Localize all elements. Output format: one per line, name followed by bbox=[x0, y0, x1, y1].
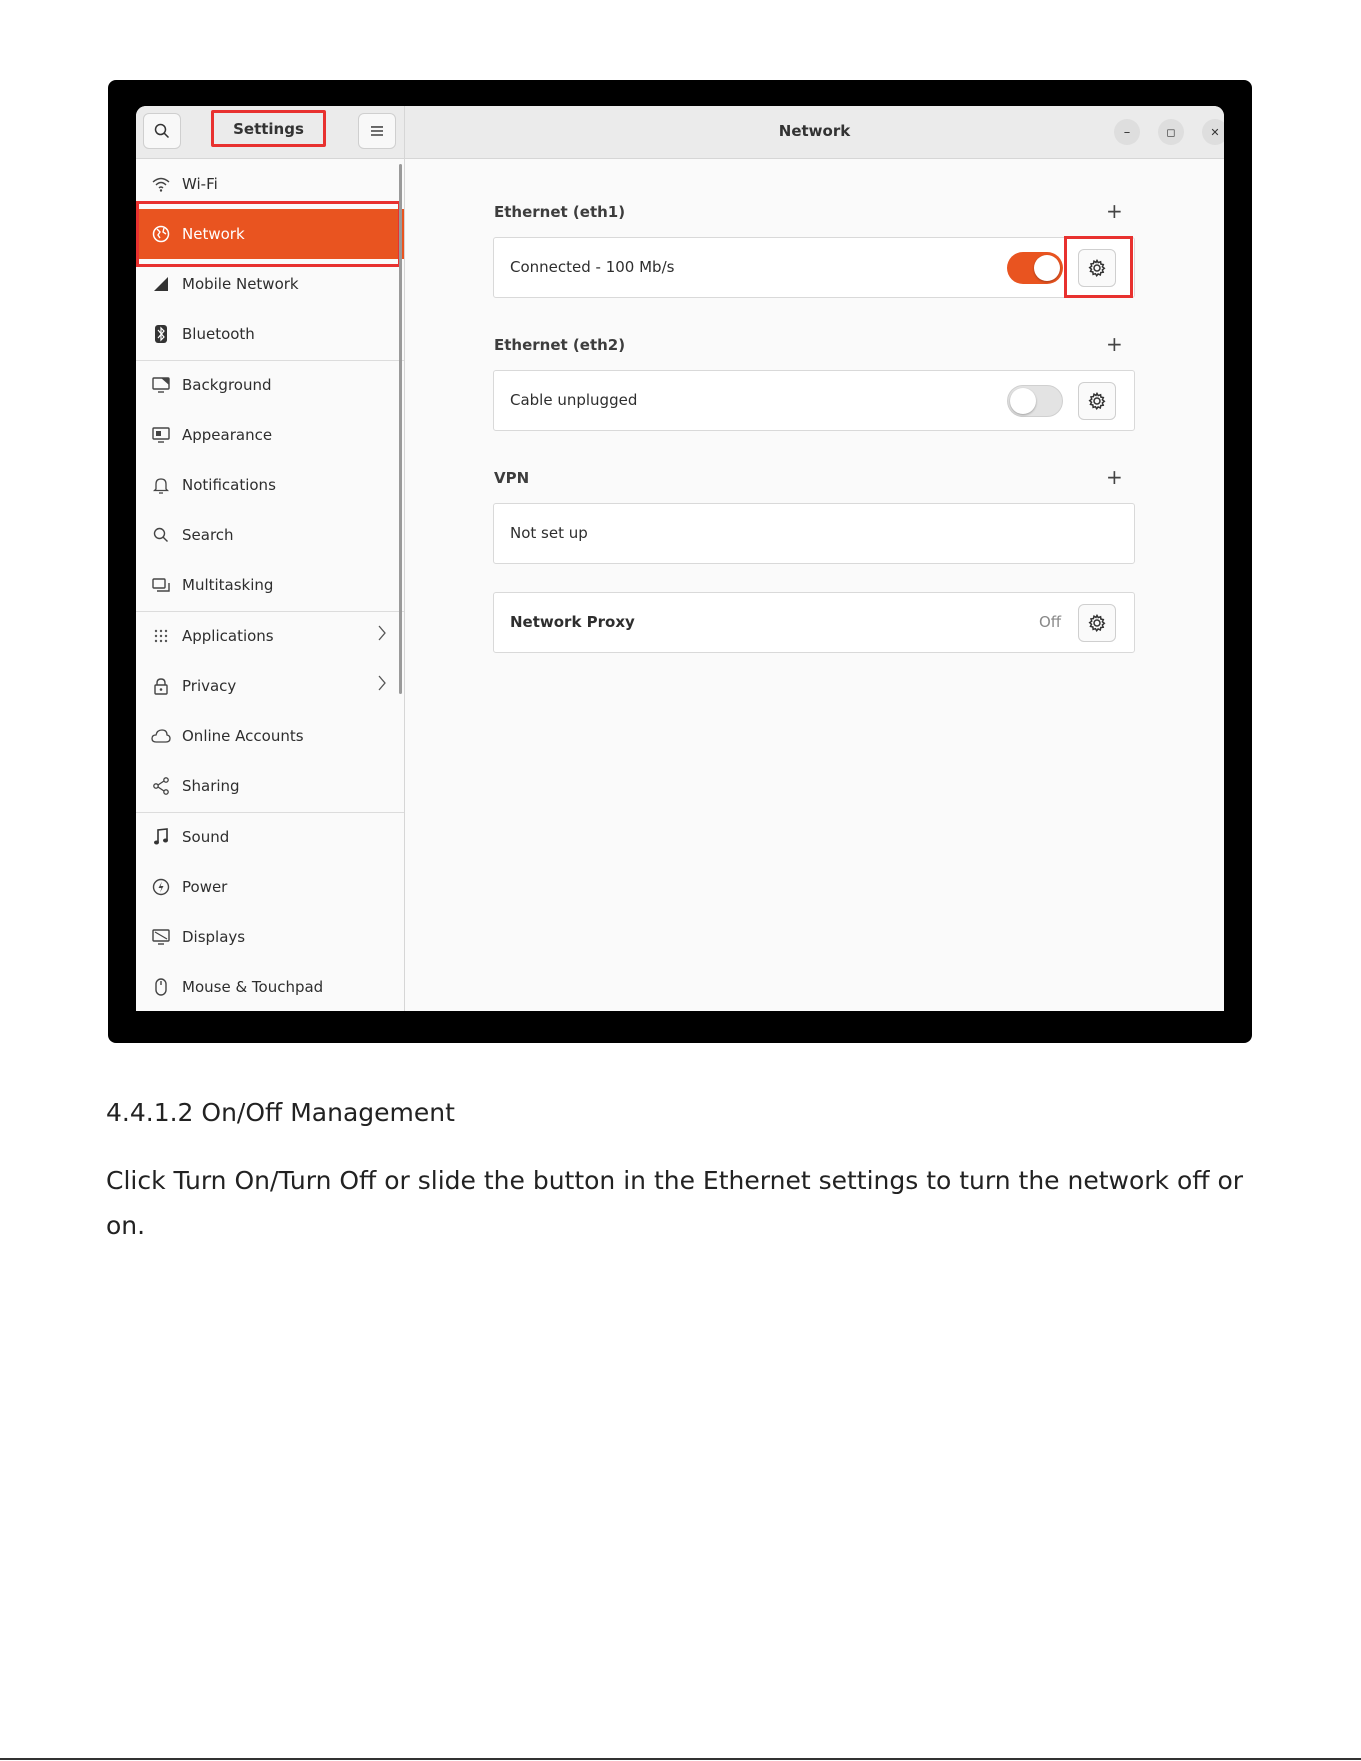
eth1-section-title: Ethernet (eth1) bbox=[494, 203, 626, 221]
search-icon bbox=[150, 524, 172, 546]
eth1-settings-button[interactable] bbox=[1078, 249, 1116, 287]
settings-window bbox=[136, 106, 1224, 1011]
sidebar-item-wifi[interactable] bbox=[136, 159, 404, 209]
sidebar-header bbox=[136, 106, 405, 159]
power-icon bbox=[150, 876, 172, 898]
sidebar-item-label: Wi-Fi bbox=[182, 175, 218, 193]
gear-icon bbox=[1088, 259, 1106, 277]
toggle-knob bbox=[1034, 255, 1060, 281]
menu-button[interactable] bbox=[358, 113, 396, 149]
section-paragraph: Click Turn On/Turn Off or slide the button in the Ethernet settings to turn the network off or on. bbox=[106, 1166, 1244, 1240]
bell-icon bbox=[150, 474, 172, 496]
signal-icon bbox=[150, 273, 172, 295]
globe-icon bbox=[150, 223, 172, 245]
eth2-status: Cable unplugged bbox=[510, 391, 638, 409]
gear-icon bbox=[1088, 392, 1106, 410]
vpn-add-button[interactable]: + bbox=[1106, 465, 1123, 489]
vpn-section-title: VPN bbox=[494, 469, 530, 487]
search-icon bbox=[154, 123, 170, 139]
sidebar-item-label: Network bbox=[182, 225, 245, 243]
bluetooth-icon bbox=[150, 323, 172, 345]
toggle-knob bbox=[1010, 388, 1036, 414]
sidebar-item-label: Online Accounts bbox=[182, 727, 304, 745]
multitasking-icon bbox=[150, 574, 172, 596]
proxy-card[interactable] bbox=[493, 592, 1135, 653]
eth2-settings-button[interactable] bbox=[1078, 382, 1116, 420]
sidebar-item-label: Bluetooth bbox=[182, 325, 255, 343]
sidebar-item-mobile-network[interactable] bbox=[136, 259, 404, 309]
hamburger-icon bbox=[370, 125, 384, 137]
sidebar-item-search[interactable] bbox=[136, 510, 404, 560]
maximize-button[interactable] bbox=[1158, 119, 1184, 145]
appearance-icon bbox=[150, 424, 172, 446]
vpn-status: Not set up bbox=[510, 524, 588, 542]
sidebar-item-label: Mobile Network bbox=[182, 275, 299, 293]
mouse-icon bbox=[150, 976, 172, 998]
eth2-toggle[interactable] bbox=[1007, 385, 1063, 417]
sidebar-item-label: Mouse & Touchpad bbox=[182, 978, 324, 996]
wifi-icon bbox=[150, 173, 172, 195]
chevron-right-icon bbox=[378, 625, 386, 645]
close-icon: ✕ bbox=[1210, 125, 1220, 139]
sidebar-item-multitasking[interactable] bbox=[136, 560, 404, 610]
sidebar-item-label: Background bbox=[182, 376, 272, 394]
minimize-icon: – bbox=[1123, 124, 1131, 140]
sidebar-item-notifications[interactable] bbox=[136, 460, 404, 510]
sidebar-item-applications[interactable] bbox=[136, 611, 404, 661]
sidebar-item-label: Sharing bbox=[182, 777, 240, 795]
close-button[interactable] bbox=[1202, 119, 1224, 145]
sidebar-scrollbar[interactable] bbox=[399, 164, 402, 694]
section-heading: 4.4.1.2 On/Off Management bbox=[106, 1098, 455, 1127]
eth1-status: Connected - 100 Mb/s bbox=[510, 258, 675, 276]
search-button[interactable] bbox=[143, 113, 181, 149]
display-icon bbox=[150, 926, 172, 948]
sidebar-item-label: Power bbox=[182, 878, 228, 896]
sidebar-item-network[interactable] bbox=[136, 209, 404, 259]
cloud-icon bbox=[150, 725, 172, 747]
sidebar-item-displays[interactable] bbox=[136, 912, 404, 962]
sidebar-item-power[interactable] bbox=[136, 862, 404, 912]
chevron-right-icon bbox=[378, 675, 386, 695]
sidebar-item-label: Displays bbox=[182, 928, 246, 946]
sidebar-item-label: Search bbox=[182, 526, 234, 544]
sidebar-item-appearance[interactable] bbox=[136, 410, 404, 460]
sidebar-item-label: Privacy bbox=[182, 677, 237, 695]
eth2-card bbox=[493, 370, 1135, 431]
sidebar-item-label: Multitasking bbox=[182, 576, 274, 594]
sidebar-item-privacy[interactable] bbox=[136, 661, 404, 711]
sidebar-item-sound[interactable] bbox=[136, 812, 404, 862]
lock-icon bbox=[150, 675, 172, 697]
sidebar-item-label: Notifications bbox=[182, 476, 276, 494]
music-note-icon bbox=[150, 826, 172, 848]
sidebar-item-label: Applications bbox=[182, 627, 274, 645]
sidebar-item-mouse-touchpad[interactable] bbox=[136, 962, 404, 1011]
eth1-card bbox=[493, 237, 1135, 298]
sidebar-item-background[interactable] bbox=[136, 360, 404, 410]
proxy-value: Off bbox=[1039, 613, 1062, 631]
gear-icon bbox=[1088, 614, 1106, 632]
proxy-label: Network Proxy bbox=[510, 613, 635, 631]
sidebar bbox=[136, 159, 405, 1011]
share-icon bbox=[150, 775, 172, 797]
sidebar-item-label: Appearance bbox=[182, 426, 273, 444]
content-header bbox=[405, 106, 1224, 159]
sidebar-item-bluetooth[interactable] bbox=[136, 309, 404, 359]
maximize-icon: ◻ bbox=[1166, 125, 1176, 139]
eth2-add-button[interactable]: + bbox=[1106, 332, 1123, 356]
settings-title: Settings bbox=[211, 110, 326, 147]
sidebar-item-online-accounts[interactable] bbox=[136, 711, 404, 761]
background-icon bbox=[150, 374, 172, 396]
page-footer-rule bbox=[0, 1758, 1361, 1760]
eth1-add-button[interactable]: + bbox=[1106, 199, 1123, 223]
grid-icon bbox=[150, 625, 172, 647]
sidebar-item-label: Sound bbox=[182, 828, 230, 846]
proxy-settings-button[interactable] bbox=[1078, 604, 1116, 642]
minimize-button[interactable] bbox=[1114, 119, 1140, 145]
sidebar-item-sharing[interactable] bbox=[136, 761, 404, 811]
page-title: Network bbox=[778, 122, 851, 140]
vpn-card bbox=[493, 503, 1135, 564]
eth1-toggle[interactable] bbox=[1007, 252, 1063, 284]
eth2-section-title: Ethernet (eth2) bbox=[494, 336, 626, 354]
